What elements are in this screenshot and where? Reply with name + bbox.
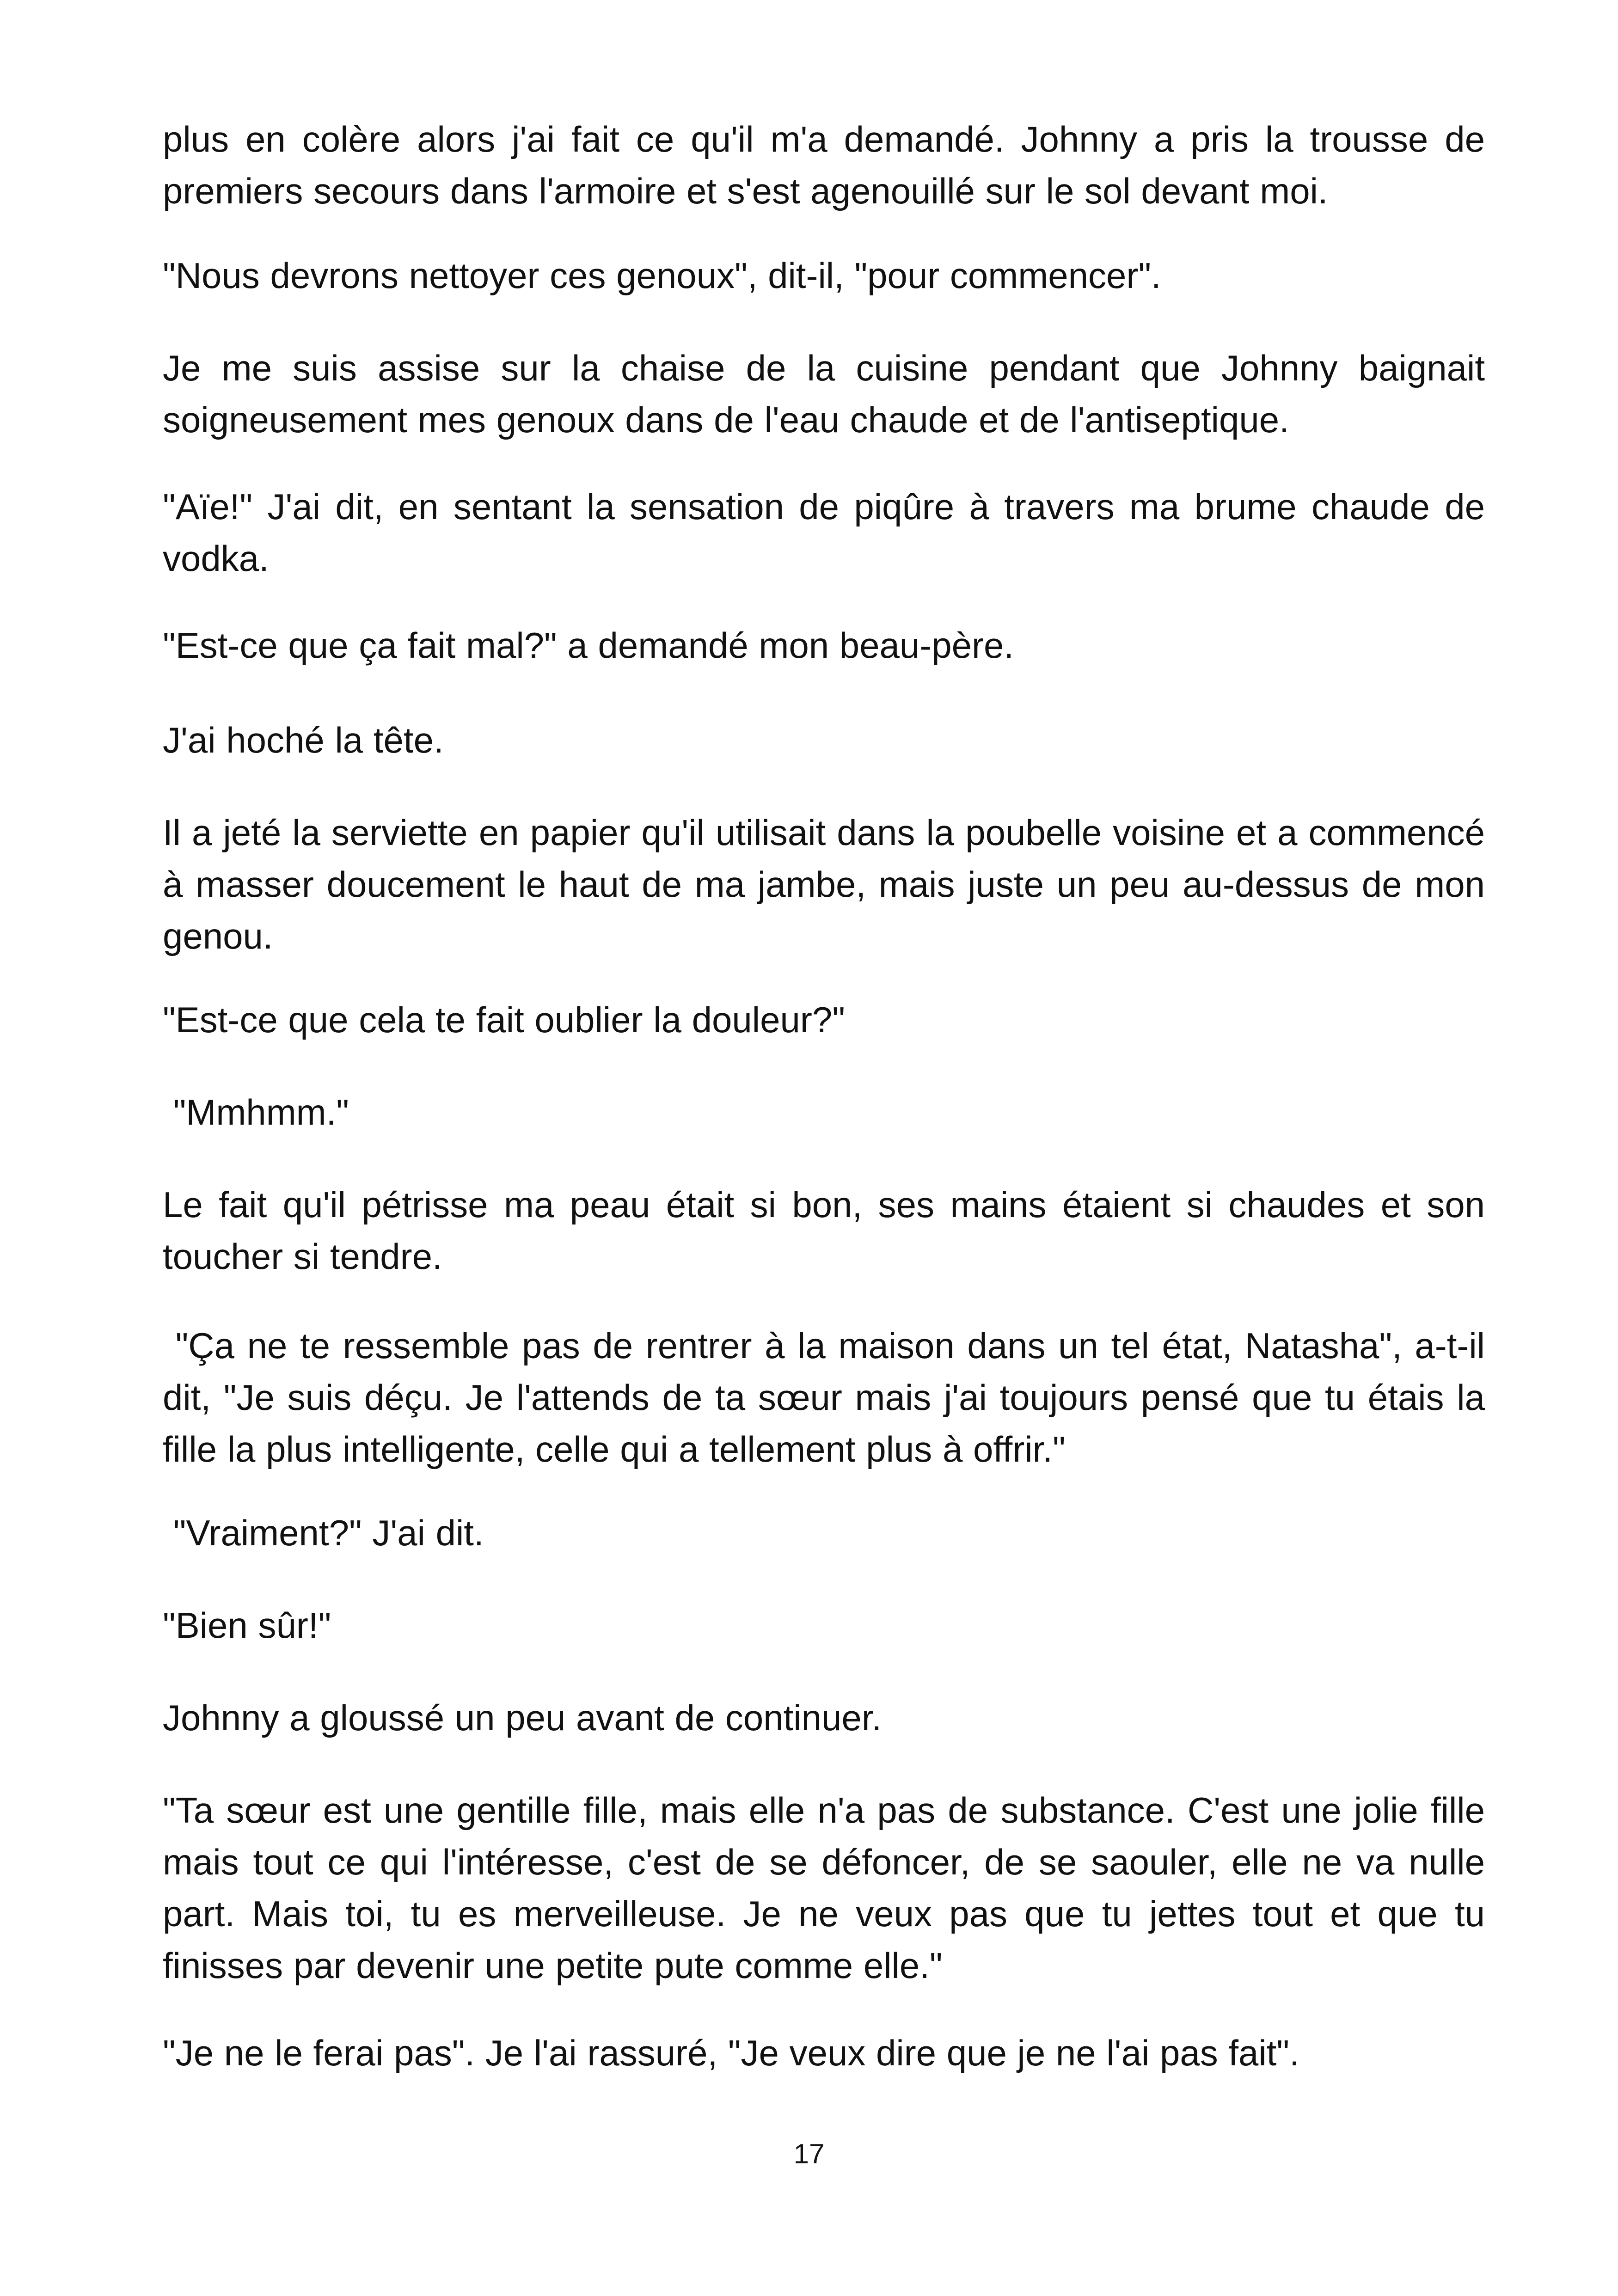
paragraph-7-block	[163, 807, 1485, 962]
paragraph: "Vraiment?" J'ai dit.	[163, 1512, 484, 1553]
paragraph: "Est-ce que ça fait mal?" a demandé mon beau-père.	[163, 625, 1014, 666]
paragraph: "Nous devrons nettoyer ces genoux", dit-il, "pour commencer".	[163, 255, 1161, 296]
paragraph-15-block	[163, 1784, 1485, 1991]
paragraph-6-block	[163, 714, 1485, 766]
paragraph-13-block	[163, 1599, 1485, 1651]
paragraph: J'ai hoché la tête.	[163, 720, 444, 760]
paragraph: Je me suis assise sur la chaise de la cuisine pendant que Johnny baignait soigneusement mes genoux dans de l'eau chaude et de l'antiseptique.	[163, 348, 1485, 440]
paragraph-16-block	[163, 2027, 1485, 2079]
paragraph: plus en colère alors j'ai fait ce qu'il m'a demandé. Johnny a pris la trousse de premiers secours dans l'armoire et s'est agenouillé sur le sol devant moi.	[163, 119, 1485, 211]
paragraph-10-block	[163, 1179, 1485, 1282]
paragraph-11-block	[163, 1320, 1495, 1475]
paragraph-4-block	[163, 481, 1485, 584]
paragraph-5-block	[163, 619, 1485, 671]
paragraph-14-block	[163, 1692, 1485, 1744]
paragraph: "Aïe!" J'ai dit, en sentant la sensation de piqûre à travers ma brume chaude de vodka.	[163, 486, 1485, 579]
paragraph-9-block	[163, 1086, 1485, 1138]
paragraph: "Bien sûr!"	[163, 1605, 331, 1646]
paragraph-1-block	[163, 113, 1485, 217]
paragraph: "Est-ce que cela te fait oublier la douleur?"	[163, 999, 845, 1040]
paragraph: "Je ne le ferai pas". Je l'ai rassuré, "Je veux dire que je ne l'ai pas fait".	[163, 2033, 1299, 2073]
paragraph-2-block	[163, 250, 1485, 301]
paragraph: "Mmhmm."	[163, 1092, 349, 1133]
paragraph-3-block	[163, 342, 1485, 446]
paragraph: "Ta sœur est une gentille fille, mais elle n'a pas de substance. C'est une jolie fille mais tout ce qui l'intéresse, c'est de se défoncer, de se saouler, elle ne va nulle part. Mais toi, tu es merveilleuse. Je ne veux pas que tu jettes tout et que tu finisses par devenir une petite pute comme elle."	[163, 1790, 1485, 1986]
paragraph-8-block	[163, 994, 1485, 1046]
paragraph: Il a jeté la serviette en papier qu'il utilisait dans la poubelle voisine et a commencé à masser doucement le haut de ma jambe, mais juste un peu au-dessus de mon genou.	[163, 812, 1485, 956]
paragraph: "Ça ne te ressemble pas de rentrer à la maison dans un tel état, Natasha", a-t-il dit, "Je suis déçu. Je l'attends de ta sœur mais j'ai toujours pensé que tu étais la fille la plus intelligente, celle qui a tellement plus à offrir."	[163, 1325, 1495, 1469]
paragraph-12-block	[163, 1507, 1485, 1559]
paragraph: Johnny a gloussé un peu avant de continuer.	[163, 1697, 882, 1738]
paragraph: Le fait qu'il pétrisse ma peau était si bon, ses mains étaient si chaudes et son toucher si tendre.	[163, 1184, 1485, 1277]
page-number: 17	[793, 2138, 825, 2169]
